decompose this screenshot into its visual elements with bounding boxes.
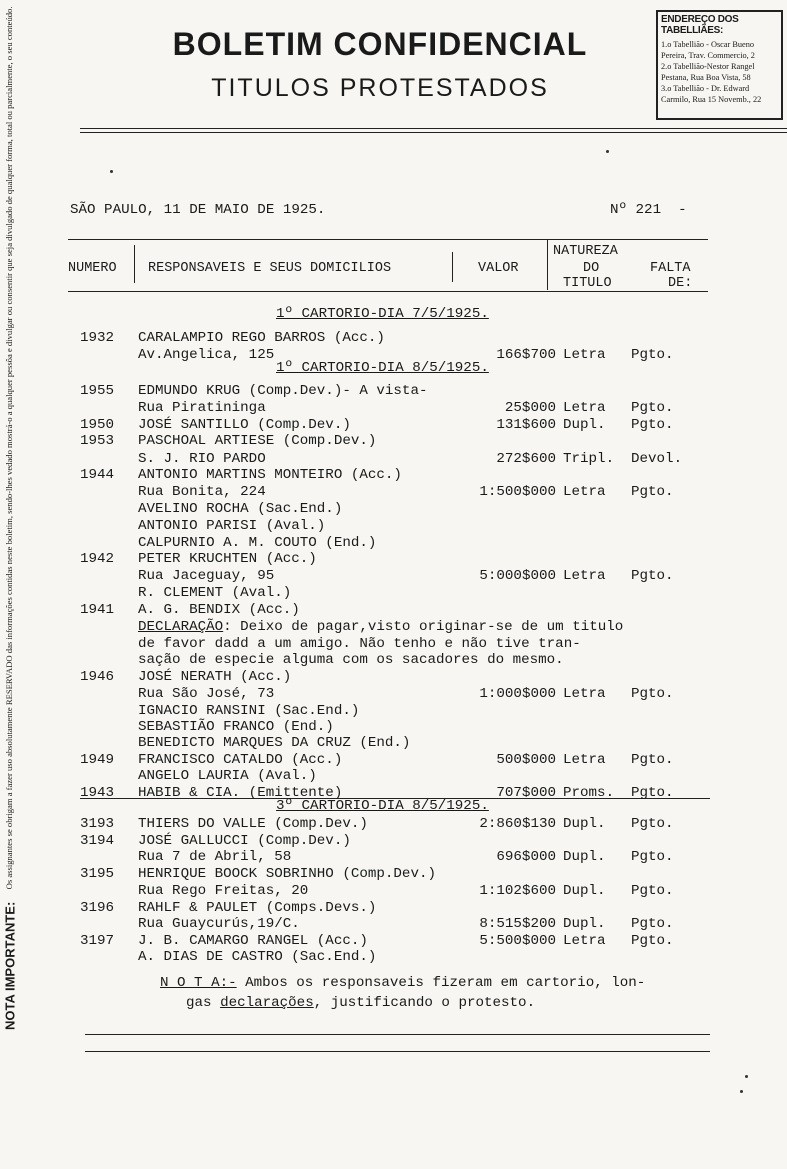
responsible-party: ANGELO LAURIA (Aval.) — [138, 768, 317, 784]
responsible-party: EDMUNDO KRUG (Comp.Dev.)- A vista- — [138, 383, 428, 399]
notaries-line: 1.o Tabellião - Oscar Bueno — [661, 40, 755, 49]
column-divider — [452, 252, 453, 282]
record-number: 1943 — [80, 785, 115, 801]
responsible-party: CARALAMPIO REGO BARROS (Acc.) — [138, 330, 385, 346]
title-type: Letra — [563, 933, 606, 949]
protest-reason: Pgto. — [631, 484, 674, 500]
protest-reason: Pgto. — [631, 933, 674, 949]
record-number: 1953 — [80, 433, 115, 449]
responsible-party: sação de especie alguma com os sacadores do mesmo. — [138, 652, 564, 668]
notaries-line: 2.o Tabellião-Nestor Rangel — [661, 62, 755, 71]
responsible-party: FRANCISCO CATALDO (Acc.) — [138, 752, 343, 768]
record-number: 1955 — [80, 383, 115, 399]
protest-reason: Pgto. — [631, 347, 674, 363]
protest-reason: Pgto. — [631, 752, 674, 768]
closing-note-line2: gas declarações, justificando o protesto. — [186, 995, 536, 1011]
title-value: 1:000$000 — [479, 686, 556, 702]
responsible-party: JOSÉ SANTILLO (Comp.Dev.) — [138, 417, 351, 433]
side-note-label: NOTA IMPORTANTE: — [2, 901, 18, 1030]
dateline-place-date: SÃO PAULO, 11 DE MAIO DE 1925. — [70, 202, 326, 218]
responsible-party: Rua Jaceguay, 95 — [138, 568, 275, 584]
record-number: 1946 — [80, 669, 115, 685]
column-header-valor: VALOR — [478, 261, 519, 276]
title-type: Dupl. — [563, 916, 606, 932]
title-value: 8:515$200 — [479, 916, 556, 932]
title-value: 272$600 — [496, 451, 556, 467]
footer-rule-bottom — [85, 1051, 710, 1052]
record-number: 3193 — [80, 816, 115, 832]
record-number: 3195 — [80, 866, 115, 882]
notaries-line: Carmilo, Rua 15 Novemb., 22 — [661, 95, 762, 104]
column-header-numero: NUMERO — [68, 261, 117, 276]
title-type: Dupl. — [563, 417, 606, 433]
responsible-party: A. G. BENDIX (Acc.) — [138, 602, 300, 618]
responsible-party: HENRIQUE BOOCK SOBRINHO (Comp.Dev.) — [138, 866, 436, 882]
column-header-responsaveis: RESPONSAVEIS E SEUS DOMICILIOS — [148, 261, 392, 276]
responsible-party: PASCHOAL ARTIESE (Comp.Dev.) — [138, 433, 377, 449]
notaries-line: 3.o Tabellião - Dr. Edward — [661, 84, 750, 93]
closing-note-line1: Ambos os responsaveis fizeram em cartorio, lon- — [236, 975, 646, 991]
title-value: 500$000 — [496, 752, 556, 768]
ink-speck — [745, 1075, 748, 1078]
closing-note-label: N O T A:- — [160, 975, 237, 991]
record-number: 3194 — [80, 833, 115, 849]
responsible-party: Rua São José, 73 — [138, 686, 275, 702]
title-value: 696$000 — [496, 849, 556, 865]
table-header-bottom-rule — [68, 291, 708, 292]
ink-speck — [606, 150, 609, 153]
table-header-top-rule — [68, 239, 708, 240]
responsible-party: JOSÉ NERATH (Acc.) — [138, 669, 292, 685]
section-heading: 3º CARTORIO-DIA 8/5/1925. — [276, 798, 489, 814]
responsible-party: ANTONIO PARISI (Aval.) — [138, 518, 326, 534]
responsible-party: Av.Angelica, 125 — [138, 347, 275, 363]
header-rule-bottom — [80, 132, 787, 133]
responsible-party: Rua Bonita, 224 — [138, 484, 266, 500]
section-heading: 1º CARTORIO-DIA 7/5/1925. — [276, 306, 489, 322]
column-header-do: DO — [583, 261, 600, 276]
record-number: 1932 — [80, 330, 115, 346]
bulletin-number: Nº 221 - — [610, 202, 687, 218]
responsible-party: J. B. CAMARGO RANGEL (Acc.) — [138, 933, 368, 949]
footer-rule-top — [85, 1034, 710, 1035]
responsible-party: DECLARAÇÃO: Deixo de pagar,visto originar-se de um titulo — [138, 619, 624, 635]
column-header-titulo: TITULO — [563, 276, 612, 291]
record-number: 1950 — [80, 417, 115, 433]
title-type: Dupl. — [563, 816, 606, 832]
title-value: 5:500$000 — [479, 933, 556, 949]
bulletin-title: BOLETIM CONFIDENCIAL — [172, 26, 588, 62]
responsible-party: R. CLEMENT (Aval.) — [138, 585, 292, 601]
title-type: Letra — [563, 347, 606, 363]
title-value: 1:500$000 — [479, 484, 556, 500]
title-type: Letra — [563, 752, 606, 768]
ink-speck — [110, 170, 113, 173]
record-number: 1942 — [80, 551, 115, 567]
protest-reason: Pgto. — [631, 400, 674, 416]
header-rule-top — [80, 128, 787, 129]
protest-reason: Pgto. — [631, 785, 674, 801]
closing-note — [160, 975, 645, 991]
protest-reason: Pgto. — [631, 883, 674, 899]
column-divider — [547, 240, 548, 290]
record-number: 3196 — [80, 900, 115, 916]
protest-reason: Pgto. — [631, 849, 674, 865]
title-value: 5:000$000 — [479, 568, 556, 584]
responsible-party: HABIB & CIA. (Emittente) — [138, 785, 343, 801]
notaries-line: Pestana, Rua Boa Vista, 58 — [661, 73, 751, 82]
title-type: Dupl. — [563, 883, 606, 899]
side-note-text: Os assignantes se obrigam a fazer uso absolutamente RESERVADO das informações contidas neste boletim, sendo-lhes vedado mostrá-o a qualquer pessôa e divulgar ou consentir que seja divulgado de qualquer forma, total ou parcialmente, o seu conteúdo. — [4, 6, 14, 890]
section-heading: 1º CARTORIO-DIA 8/5/1925. — [276, 360, 489, 376]
protest-reason: Devol. — [631, 451, 683, 467]
notaries-address-box — [656, 10, 783, 120]
notaries-box-title: ENDEREÇO DOS TABELLIÃES: — [661, 14, 739, 36]
responsible-party: Rua Piratininga — [138, 400, 266, 416]
title-type: Letra — [563, 568, 606, 584]
title-type: Proms. — [563, 785, 615, 801]
title-type: Letra — [563, 400, 606, 416]
responsible-party: PETER KRUCHTEN (Acc.) — [138, 551, 317, 567]
record-number: 1944 — [80, 467, 115, 483]
protest-reason: Pgto. — [631, 816, 674, 832]
column-header-de: DE: — [668, 276, 693, 291]
ink-speck — [740, 1090, 743, 1093]
title-type: Letra — [563, 484, 606, 500]
responsible-party: SEBASTIÃO FRANCO (End.) — [138, 719, 334, 735]
title-value: 131$600 — [496, 417, 556, 433]
protest-reason: Pgto. — [631, 916, 674, 932]
responsible-party: CALPURNIO A. M. COUTO (End.) — [138, 535, 377, 551]
record-number: 3197 — [80, 933, 115, 949]
responsible-party: IGNACIO RANSINI (Sac.End.) — [138, 703, 360, 719]
column-header-falta: FALTA — [650, 261, 691, 276]
protest-reason: Pgto. — [631, 568, 674, 584]
column-divider — [134, 245, 135, 283]
title-value: 707$000 — [496, 785, 556, 801]
title-value: 1:102$600 — [479, 883, 556, 899]
responsible-party: Rua 7 de Abril, 58 — [138, 849, 292, 865]
title-type: Dupl. — [563, 849, 606, 865]
responsible-party: A. DIAS DE CASTRO (Sac.End.) — [138, 949, 377, 965]
protest-reason: Pgto. — [631, 686, 674, 702]
title-value: 166$700 — [496, 347, 556, 363]
title-value: 25$000 — [504, 400, 556, 416]
responsible-party: BENEDICTO MARQUES DA CRUZ (End.) — [138, 735, 411, 751]
responsible-party: JOSÉ GALLUCCI (Comp.Dev.) — [138, 833, 351, 849]
responsible-party: Rua Guaycurús,19/C. — [138, 916, 300, 932]
column-header-natureza: NATUREZA — [553, 244, 618, 259]
record-number: 1941 — [80, 602, 115, 618]
title-type: Letra — [563, 686, 606, 702]
title-value: 2:860$130 — [479, 816, 556, 832]
responsible-party: RAHLF & PAULET (Comps.Devs.) — [138, 900, 377, 916]
responsible-party: ANTONIO MARTINS MONTEIRO (Acc.) — [138, 467, 402, 483]
responsible-party: THIERS DO VALLE (Comp.Dev.) — [138, 816, 368, 832]
bulletin-subtitle: TITULOS PROTESTADOS — [211, 74, 549, 102]
protest-reason: Pgto. — [631, 417, 674, 433]
side-note — [2, 6, 18, 1030]
responsible-party: AVELINO ROCHA (Sac.End.) — [138, 501, 343, 517]
responsible-party: S. J. RIO PARDO — [138, 451, 266, 467]
record-number: 1949 — [80, 752, 115, 768]
responsible-party: de favor dadd a um amigo. Não tenho e não tive tran- — [138, 636, 581, 652]
responsible-party: Rua Rego Freitas, 20 — [138, 883, 309, 899]
notaries-line: Pereira, Trav. Commercio, 2 — [661, 51, 755, 60]
title-type: Tripl. — [563, 451, 615, 467]
